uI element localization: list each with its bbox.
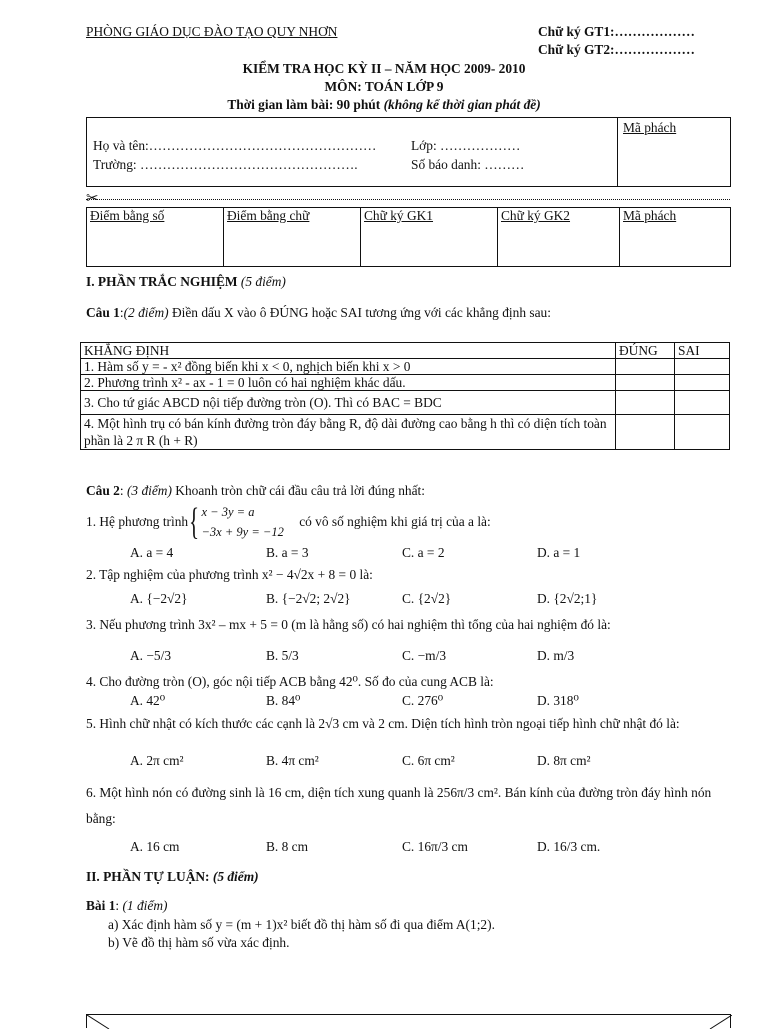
exam-time-note: (không kể thời gian phát đề) [383, 97, 541, 112]
secret-code-label: Mã phách [623, 120, 677, 135]
q2-2-option-c[interactable]: C. {2√2} [402, 591, 452, 606]
section-2-heading [86, 869, 259, 885]
equation-1: { x − 3y = a [201, 505, 255, 519]
cut-line [86, 199, 730, 200]
question-2-prompt: Câu 2: (3 điểm) Khoanh tròn chữ cái đầu câu trả lời đúng nhất: [86, 483, 425, 498]
tf-statement-2: 2. Phương trình x² - ax - 1 = 0 luôn có hai nghiệm khác dấu. [81, 375, 616, 391]
tf-false-box-1[interactable] [675, 359, 730, 375]
score-words-cell: Điểm bằng chữ [227, 208, 310, 223]
tf-statement-4: 4. Một hình trụ có bán kính đường tròn đáy bằng R, độ dài đường cao bằng h thì có diện tích toàn phần là 2 π R (h + R) [81, 415, 616, 450]
tf-header-statement: KHẲNG ĐỊNH [81, 343, 616, 359]
section-1-title: I. PHẦN TRẮC NGHIỆM [86, 274, 238, 289]
question-2-label: Câu 2 [86, 483, 120, 498]
question-2-points: (3 điểm) [126, 483, 172, 498]
q2-1-option-a[interactable]: A. a = 4 [130, 545, 174, 560]
q2-3-option-c[interactable]: C. −m/3 [402, 648, 447, 663]
section-1-heading [86, 274, 286, 290]
q2-3-option-a[interactable]: A. −5/3 [130, 648, 172, 663]
tf-true-box-2[interactable] [616, 375, 675, 391]
q2-2-option-d[interactable]: D. {2√2;1} [537, 591, 598, 606]
equation-2: −3x + 9y = −12 [201, 525, 284, 539]
q2-item-1-stem-b: có vô số nghiệm khi giá trị của a là: [299, 514, 491, 529]
tf-true-box-3[interactable] [616, 391, 675, 415]
q2-4-option-c[interactable]: C. 276⁰ [402, 693, 444, 708]
question-1-label: Câu 1 [86, 305, 120, 320]
q2-item-1-stem [86, 502, 491, 542]
tf-true-box-4[interactable] [616, 415, 675, 450]
score-box [86, 207, 731, 267]
class-field: Lớp: ……………… [411, 138, 521, 153]
question-1-points: (2 điểm) [123, 305, 169, 320]
q2-4-option-b[interactable]: B. 84⁰ [266, 693, 301, 708]
exam-title: KIỂM TRA HỌC KỲ II – NĂM HỌC 2009- 2010 [242, 61, 526, 76]
score-number-cell: Điểm bằng số [90, 208, 165, 223]
q2-item-1-stem-a: 1. Hệ phương trình [86, 514, 189, 529]
department-name: PHÒNG GIÁO DỤC ĐÀO TẠO QUY NHƠN [86, 24, 338, 39]
q2-6-option-a[interactable]: A. 16 cm [130, 839, 180, 854]
q2-1-option-c[interactable]: C. a = 2 [402, 545, 445, 560]
exam-subject: MÔN: TOÁN LỚP 9 [324, 79, 444, 94]
score-secret-code-cell: Mã phách [623, 208, 677, 223]
question-2-text: Khoanh tròn chữ cái đầu câu trả lời đúng nhất: [171, 483, 425, 498]
q2-1-option-d[interactable]: D. a = 1 [537, 545, 581, 560]
q2-item-2-stem: 2. Tập nghiệm của phương trình x² − 4√2x + 8 = 0 là: [86, 567, 373, 582]
tf-header-false: SAI [675, 343, 730, 359]
tf-header-true: ĐÚNG [616, 343, 675, 359]
bai-1-part-a: a) Xác định hàm số y = (m + 1)x² biết đồ thị hàm số đi qua điểm A(1;2). [108, 917, 495, 932]
q2-3-option-d[interactable]: D. m/3 [537, 648, 575, 663]
tf-false-box-2[interactable] [675, 375, 730, 391]
bottom-box-corner-lines [87, 1015, 732, 1029]
q2-6-option-d[interactable]: D. 16/3 cm. [537, 839, 601, 854]
bai-1-heading: Bài 1: (1 điểm) [86, 898, 168, 913]
q2-5-option-a[interactable]: A. 2π cm² [130, 753, 184, 768]
equation-system [191, 502, 283, 542]
q2-2-option-b[interactable]: B. {−2√2; 2√2} [266, 591, 351, 606]
q2-item-6-stem: 6. Một hình nón có đường sinh là 16 cm, diện tích xung quanh là 256π/3 cm². Bán kính của đường tròn đáy hình nón bằng: [86, 785, 712, 826]
q2-item-3-stem: 3. Nếu phương trình 3x² – mx + 5 = 0 (m là hằng số) có hai nghiệm thì tổng của hai nghiệm đó là: [86, 617, 611, 632]
question-1-prompt: Câu 1:(2 điểm) Điền dấu X vào ô ĐÚNG hoặc SAI tương ứng với các khẳng định sau: [86, 305, 551, 320]
student-name-field: Họ và tên:…………………………………………… [93, 138, 377, 153]
section-2-title: II. PHẦN TỰ LUẬN: [86, 869, 210, 884]
section-2-points: (5 điểm) [212, 869, 259, 884]
school-field: Trường: …………………………………………. [93, 157, 358, 172]
tf-true-box-1[interactable] [616, 359, 675, 375]
section-1-points: (5 điểm) [240, 274, 286, 289]
true-false-table [80, 342, 730, 450]
question-1-text: Điền dấu X vào ô ĐÚNG hoặc SAI tương ứng với các khẳng định sau: [168, 305, 551, 320]
student-info-box [86, 117, 731, 187]
q2-5-option-b[interactable]: B. 4π cm² [266, 753, 319, 768]
q2-4-option-d[interactable]: D. 318⁰ [537, 693, 579, 708]
exam-time-label: Thời gian làm bài: 90 phút [227, 97, 384, 112]
exam-time [0, 97, 768, 113]
scissors-icon: ✂ [86, 191, 99, 207]
tf-statement-1: 1. Hàm số y = - x² đồng biến khi x < 0, nghịch biến khi x > 0 [81, 359, 616, 375]
tf-false-box-3[interactable] [675, 391, 730, 415]
q2-6-option-c[interactable]: C. 16π/3 cm [402, 839, 468, 854]
q2-4-option-a[interactable]: A. 42⁰ [130, 693, 166, 708]
tf-false-box-4[interactable] [675, 415, 730, 450]
student-number-field: Số báo danh: ……… [411, 157, 525, 172]
q2-item-4-stem: 4. Cho đường tròn (O), góc nội tiếp ACB bằng 42⁰. Số đo của cung ACB là: [86, 674, 494, 689]
grader1-signature-cell: Chữ ký GK1 [364, 208, 434, 223]
q2-6-option-b[interactable]: B. 8 cm [266, 839, 309, 854]
proctor-signature-2: Chữ ký GT2:……………… [538, 42, 695, 57]
bottom-box [86, 1014, 731, 1028]
q2-5-option-c[interactable]: C. 6π cm² [402, 753, 455, 768]
bai-1-part-b: b) Vẽ đồ thị hàm số vừa xác định. [108, 935, 290, 950]
q2-1-option-b[interactable]: B. a = 3 [266, 545, 309, 560]
proctor-signature-1: Chữ ký GT1:……………… [538, 24, 695, 39]
q2-3-option-b[interactable]: B. 5/3 [266, 648, 299, 663]
bai-1-label: Bài 1 [86, 898, 116, 913]
grader2-signature-cell: Chữ ký GK2 [501, 208, 571, 223]
q2-2-option-a[interactable]: A. {−2√2} [130, 591, 188, 606]
tf-statement-3: 3. Cho tứ giác ABCD nội tiếp đường tròn (O). Thì có BAC = BDC [81, 391, 616, 415]
bai-1-points: (1 điểm) [122, 898, 168, 913]
q2-5-option-d[interactable]: D. 8π cm² [537, 753, 591, 768]
q2-item-5-stem: 5. Hình chữ nhật có kích thước các cạnh là 2√3 cm và 2 cm. Diện tích hình tròn ngoại tiếp hình chữ nhật đó là: [86, 716, 680, 731]
